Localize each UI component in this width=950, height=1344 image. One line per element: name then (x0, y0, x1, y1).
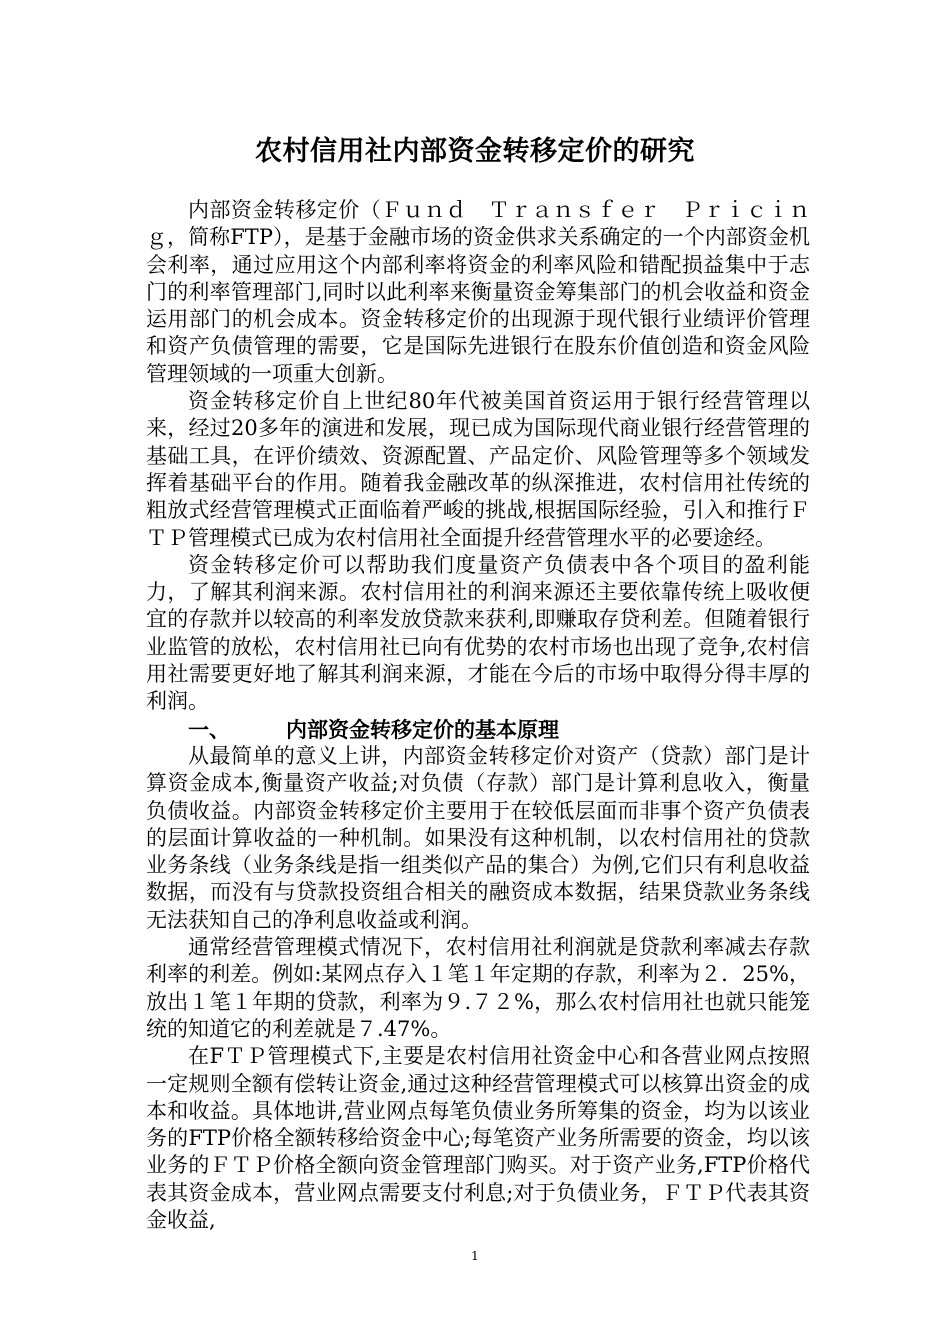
paragraph: 内部资金转移定价（Ｆｕｎｄ Ｔｒａｎｓｆｅｒ Ｐｒｉｃｉｎｇ，简称FTP），是基于金融市场的资金供求关系确定的一个内部资金机会利率，通过应用这个内部利率将资金的利率风险和错配损益集中于志门的利率管理部门,同时以此利率来衡量资金筹集部门的机会收益和资金运用部门的机会成本。资金转移定价的出现源于现代银行业绩评价管理和资产负债管理的需要，它是国际先进银行在股东价值创造和资金风险管理领域的一项重大创新。 (146, 198, 810, 386)
section-heading (146, 716, 810, 743)
paragraph: 资金转移定价自上世纪80年代被美国首资运用于银行经营管理以来，经过20多年的演进和发展，现已成为国际现代商业银行经营管理的基础工具，在评价绩效、资源配置、产品定价、风险管理等多个领域发挥着基础平台的作用。随着我金融改革的纵深推进，农村信用社传统的粗放式经营管理模式正面临着严峻的挑战,根据国际经验，引入和推行ＦＴＰ管理模式已成为农村信用社全面提升经营管理水平的必要途经。 (146, 389, 810, 550)
paragraph: 从最简单的意义上讲，内部资金转移定价对资产（贷款）部门是计算资金成本,衡量资产收益;对负债（存款）部门是计算利息收入，衡量负债收益。内部资金转移定价主要用于在较低层面而非事个资产负债表的层面计算收益的一种机制。如果没有这种机制，以农村信用社的贷款业务条线（业务条线是指一组类似产品的集合）为例,它们只有利息收益数据，而没有与贷款投资组合相关的融资成本数据，结果贷款业务条线无法获知自己的净利息收益或利润。 (146, 743, 810, 932)
paragraph: 在FＴＰ管理模式下,主要是农村信用社资金中心和各营业网点按照一定规则全额有偿转让资金,通过这种经营管理模式可以核算出资金的成本和收益。具体地讲,营业网点每笔负债业务所筹集的资金，均为以该业务的FTP价格全额转移给资金中心;每笔资产业务所需要的资金，均以该业务的ＦＴＰ价格全额向资金管理部门购买。对于资产业务,FTP价格代表其资金成本，营业网点需要支付利息;对于负债业务，ＦＴＰ代表其资金收益, (146, 1044, 810, 1232)
document-title: 农村信用社内部资金转移定价的研究 (255, 136, 695, 167)
document-body (146, 197, 810, 1234)
page-number: 1 (471, 1249, 479, 1263)
section-number: 一、 (188, 716, 230, 742)
paragraph: 资金转移定价可以帮助我们度量资产负债表中各个项目的盈利能力，了解其利润来源。农村信用社的利润来源还主要依靠传统上吸收便宜的存款并以较高的利率发放贷款来获利,即赚取存贷利差。但随着银行业监管的放松，农村信用社已向有优势的农村市场也出现了竞争,农村信用社需要更好地了解其利润来源，才能在今后的市场中取得分得丰厚的利润。 (146, 552, 810, 714)
paragraph: 通常经营管理模式情况下，农村信用社利润就是贷款利率减去存款利率的利差。例如:某网点存入１笔１年定期的存款，利率为２．25%，放出１笔１年期的贷款，利率为９.７２%，那么农村信用社也就只能笼统的知道它的利差就是７.47%。 (146, 935, 810, 1041)
section-heading-text: 内部资金转移定价的基本原理 (286, 716, 559, 742)
